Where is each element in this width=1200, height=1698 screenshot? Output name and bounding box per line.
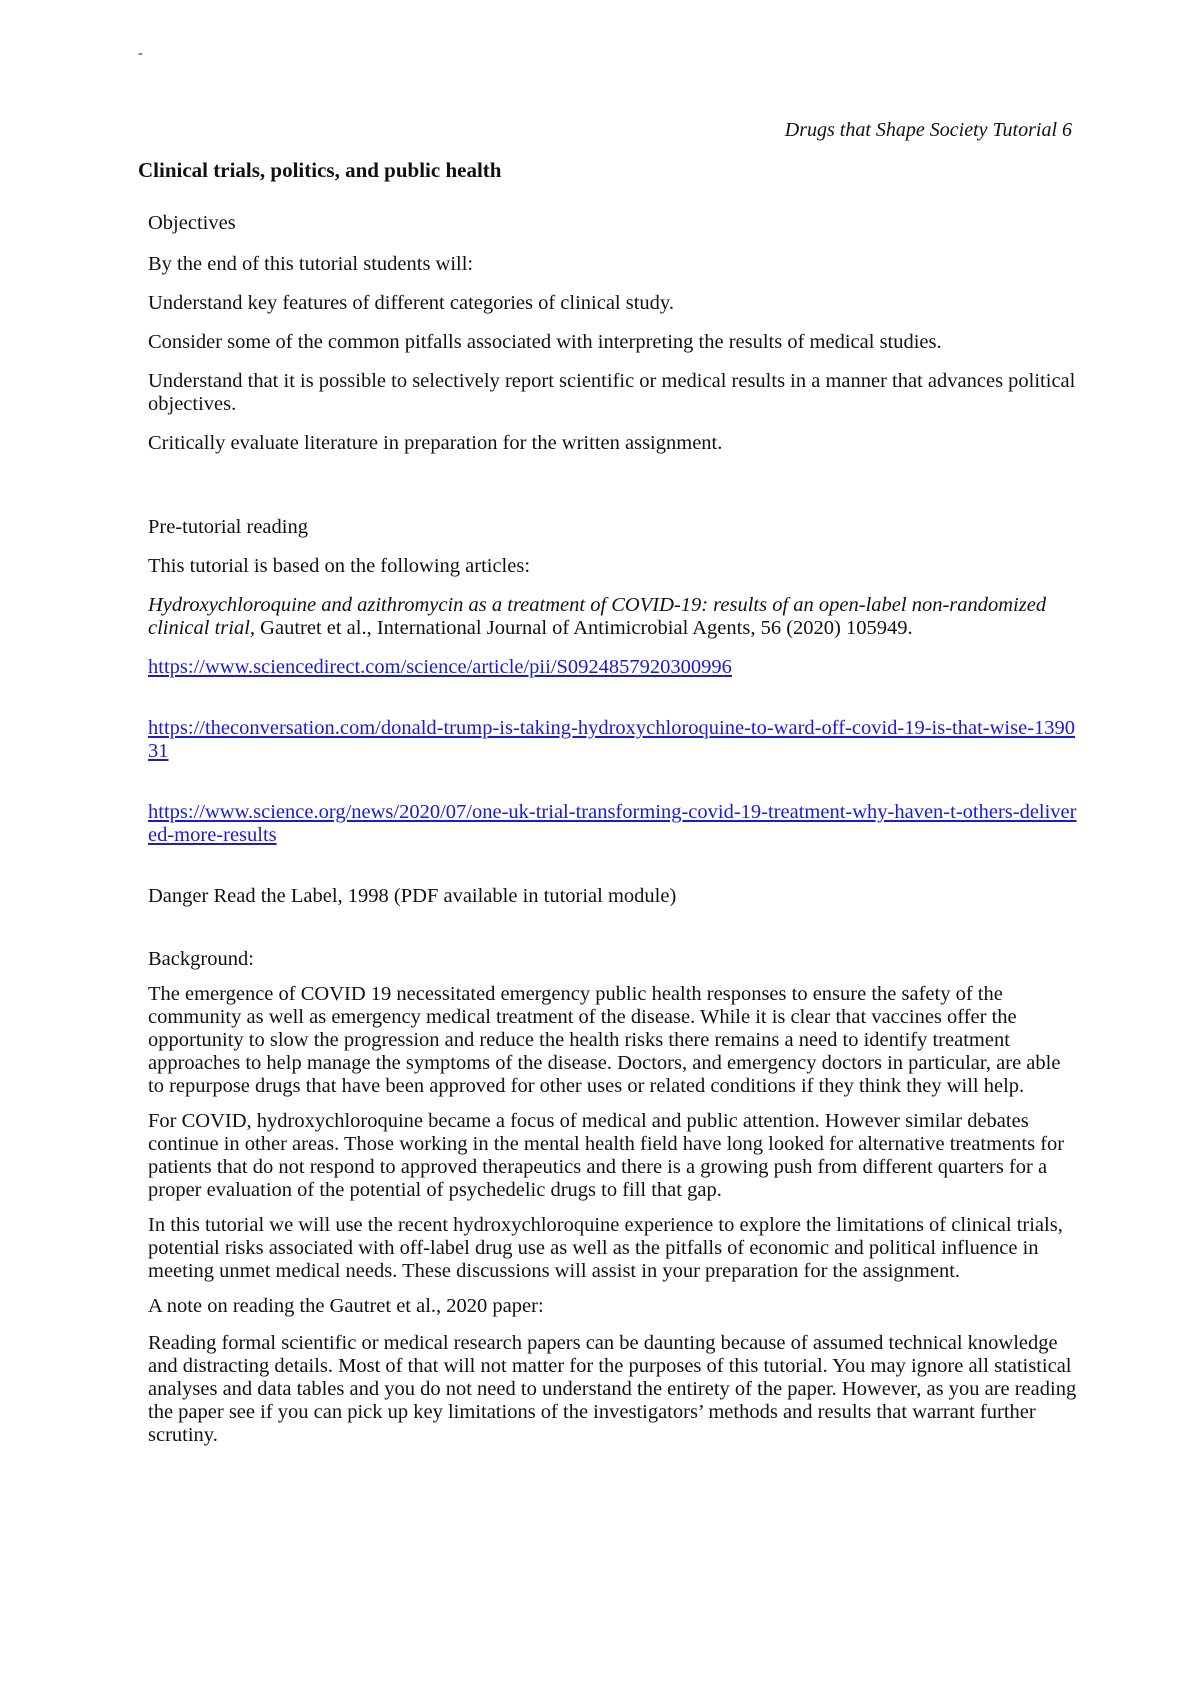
danger-read-the-label-item: Danger Read the Label, 1998 (PDF available in tutorial module) <box>148 885 677 907</box>
reading-intro: This tutorial is based on the following articles: <box>148 555 531 577</box>
objective-item: Understand that it is possible to selectively report scientific or medical results in a manner that advances political objectives. <box>148 370 1076 415</box>
section-spacer <box>148 471 1078 516</box>
background-paragraph: For COVID, hydroxychloroquine became a focus of medical and public attention. However similar debates continue in other areas. Those working in the mental health field have long looked for alternative treatments for patients that do not respond to approved therapeutics and there is a growing push from different quarters for a proper evaluation of the potential of psychedelic drugs to fill that gap. <box>148 1110 1065 1201</box>
link-theconversation[interactable]: https://theconversation.com/donald-trump-is-taking-hydroxychloroquine-to-ward-off-covid-19-is-that-wise-139031 <box>148 717 1076 762</box>
objective-item: Consider some of the common pitfalls associated with interpreting the results of medical studies. <box>148 331 942 353</box>
corner-mark: - <box>138 46 143 61</box>
link-science-news[interactable]: https://www.science.org/news/2020/07/one-uk-trial-transforming-covid-19-treatment-why-haven-t-others-delivered-more-results <box>148 801 1077 846</box>
objectives-intro: By the end of this tutorial students will: <box>148 253 474 275</box>
note-paragraph: Reading formal scientific or medical research papers can be daunting because of assumed technical knowledge and distracting details. Most of that will not matter for the purposes of this tutorial. You may ignore all statistical analyses and data tables and you do not need to understand the entirety of the paper. However, as you are reading the paper see if you can pick up key limitations of the investigators’ methods and results that warrant further scrutiny. <box>148 1332 1077 1446</box>
link-sciencedirect[interactable]: https://www.sciencedirect.com/science/article/pii/S0924857920300996 <box>148 656 732 678</box>
article-title: Hydroxychloroquine and azithromycin as a treatment of COVID-19: results of an open-label non-randomized clinical trial, <box>148 594 1047 639</box>
article-reference <box>148 594 1078 640</box>
objectives-heading: Objectives <box>148 212 236 234</box>
running-header: Drugs that Shape Society Tutorial 6 <box>784 119 1072 141</box>
background-heading: Background: <box>148 948 254 970</box>
background-paragraph: In this tutorial we will use the recent hydroxychloroquine experience to explore the limitations of clinical trials, potential risks associated with off-label drug use as well as the pitfalls of economic and political influence in meeting unmet medical needs. These discussions will assist in your preparation for the assignment. <box>148 1214 1063 1282</box>
article-citation: Gautret et al., International Journal of Antimicrobial Agents, 56 (2020) 105949. <box>255 617 913 639</box>
page-title: Clinical trials, politics, and public health <box>138 158 502 182</box>
note-heading: A note on reading the Gautret et al., 2020 paper: <box>148 1295 544 1317</box>
objective-item: Understand key features of different categories of clinical study. <box>148 292 674 314</box>
reading-heading: Pre-tutorial reading <box>148 516 308 538</box>
background-paragraph: The emergence of COVID 19 necessitated emergency public health responses to ensure the safety of the community as well as emergency medical treatment of the disease. While it is clear that vaccines offer the opportunity to slow the progression and reduce the health risks there remains a need to identify treatment approaches to help manage the symptoms of the disease. Doctors, and emergency doctors in particular, are able to repurpose drugs that have been approved for other uses or related conditions if they think they will help. <box>148 983 1061 1097</box>
document-body <box>148 212 1078 1459</box>
objective-item: Critically evaluate literature in preparation for the written assignment. <box>148 432 723 454</box>
